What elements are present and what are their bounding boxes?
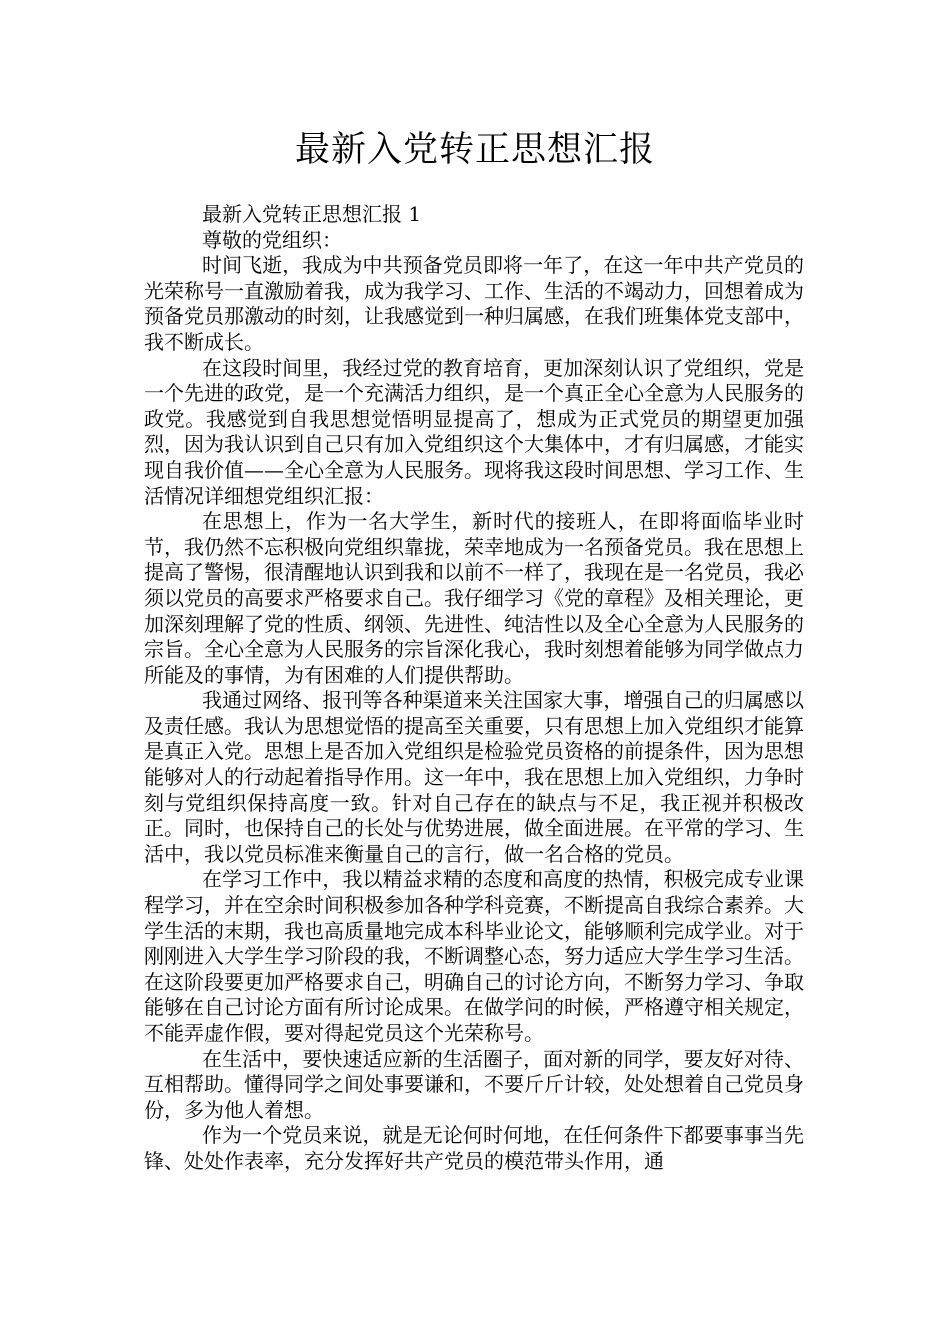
paragraph-7: 作为一个党员来说，就是无论何时何地，在任何条件下都要事事当先锋、处处作表率，充分发挥好共产党员的模范带头作用，通 (144, 1123, 804, 1173)
paragraph-4: 我通过网络、报刊等各种渠道来关注国家大事，增强自己的归属感以及责任感。我认为思想觉悟的提高至关重要，只有思想上加入党组织才能算是真正入党。思想上是否加入党组织是检验党员资格的前提条件，因为思想能够对人的行动起着指导作用。这一年中，我在思想上加入党组织，力争时刻与党组织保持高度一致。针对自己存在的缺点与不足，我正视并积极改正。同时，也保持自己的长处与优势进展，做全面进展。在平常的学习、生活中，我以党员标准来衡量自己的言行，做一名合格的党员。 (144, 688, 804, 866)
paragraph-1: 时间飞逝，我成为中共预备党员即将一年了，在这一年中共产党员的光荣称号一直激励着我，成为我学习、工作、生活的不竭动力，回想着成为预备党员那激动的时刻，让我感觉到一种归属感，在我们班集体党支部中，我不断成长。 (144, 253, 804, 354)
document-subtitle: 最新入党转正思想汇报 1 (202, 202, 422, 226)
paragraph-5: 在学习工作中，我以精益求精的态度和高度的热情，积极完成专业课程学习，并在空余时间积极参加各种学科竞赛，不断提高自我综合素养。大学生活的末期，我也高质量地完成本科毕业论文，能够顺利完成学业。对于刚刚进入大学生学习阶段的我，不断调整心态，努力适应大学生学习生活。在这阶段要更加严格要求自己，明确自己的讨论方向，不断努力学习、争取能够在自己讨论方面有所讨论成果。在做学问的时候，严格遵守相关规定，不能弄虚作假，要对得起党员这个光荣称号。 (144, 867, 804, 1045)
paragraph-6: 在生活中，要快速适应新的生活圈子，面对新的同学，要友好对待、互相帮助。懂得同学之间处事要谦和，不要斤斤计较，处处想着自己党员身份，多为他人着想。 (144, 1046, 804, 1122)
document-body (144, 202, 804, 1175)
paragraph-3: 在思想上，作为一名大学生，新时代的接班人，在即将面临毕业时节，我仍然不忘积极向党组织靠拢，荣幸地成为一名预备党员。我在思想上提高了警惕，很清醒地认识到我和以前不一样了，我现在是一名党员，我必须以党员的高要求严格要求自己。我仔细学习《党的章程》及相关理论，更加深刻理解了党的性质、纲领、先进性、纯洁性以及全心全意为人民服务的宗旨。全心全意为人民服务的宗旨深化我心，我时刻想着能够为同学做点力所能及的事情，为有困难的人们提供帮助。 (144, 509, 804, 687)
paragraph-2: 在这段时间里，我经过党的教育培育，更加深刻认识了党组织，党是一个先进的政党，是一个充满活力组织，是一个真正全心全意为人民服务的政党。我感觉到自我思想觉悟明显提高了，想成为正式党员的期望更加强烈，因为我认识到自己只有加入党组织这个大集体中，才有归属感，才能实现自我价值——全心全意为人民服务。现将我这段时间思想、学习工作、生活情况详细想党组织汇报： (144, 355, 804, 508)
document-title: 最新入党转正思想汇报 (294, 130, 655, 170)
salutation: 尊敬的党组织： (202, 227, 342, 252)
